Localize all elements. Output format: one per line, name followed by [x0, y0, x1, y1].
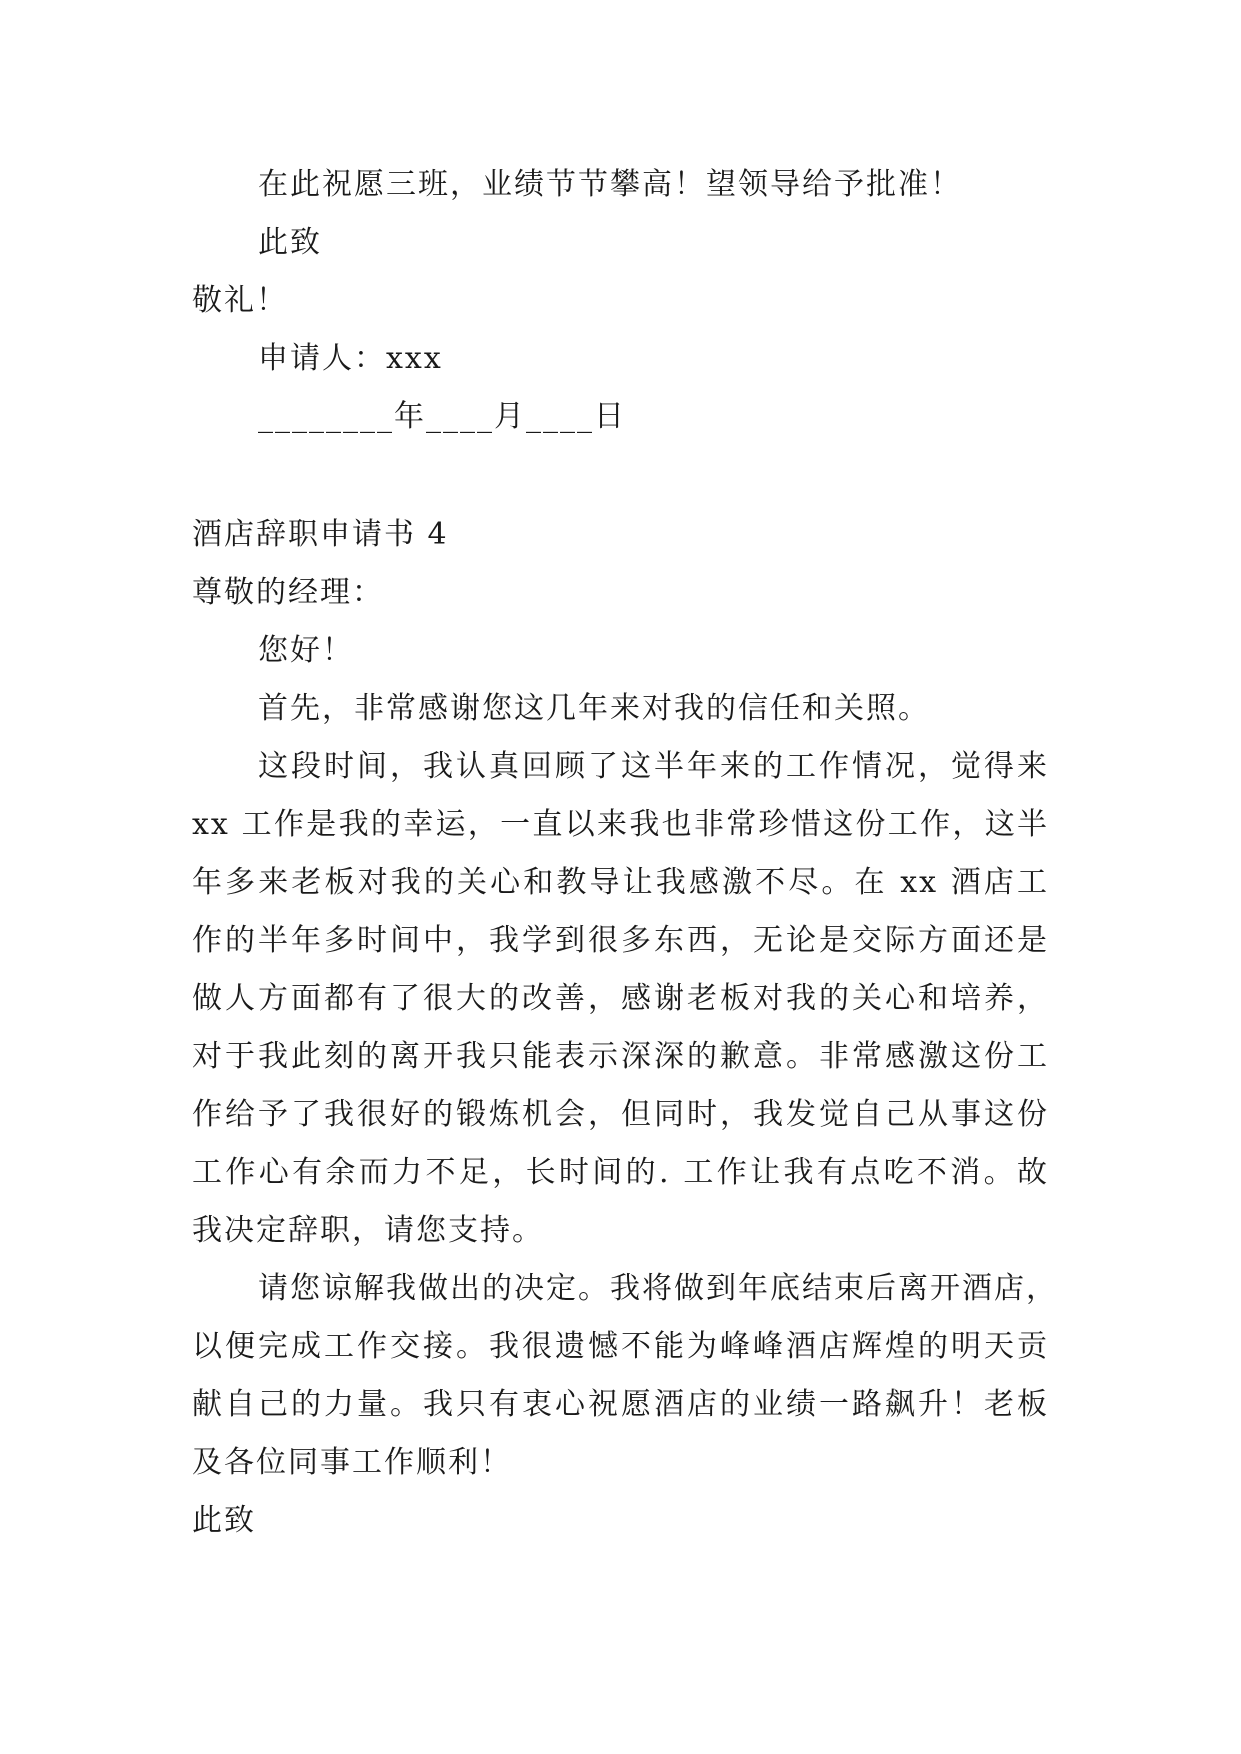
- closing-wish: 在此祝愿三班，业绩节节攀高！望领导给予批准！: [258, 167, 962, 202]
- addressee: 尊敬的经理：: [192, 575, 384, 610]
- date-line: ________年____月____日: [258, 399, 626, 434]
- closing-salutation: 此致: [258, 225, 322, 260]
- paragraph-reason-line: 作给予了我很好的锻炼机会，但同时，我发觉自己从事这份: [192, 1097, 1049, 1132]
- paragraph-handover-line: 请您谅解我做出的决定。我将做到年底结束后离开酒店，: [258, 1271, 1058, 1306]
- applicant-line: 申请人：xxx: [258, 341, 443, 376]
- paragraph-handover-line: 及各位同事工作顺利！: [192, 1445, 512, 1480]
- paragraph-reason-line: 这段时间，我认真回顾了这半年来的工作情况，觉得来: [258, 749, 1049, 784]
- paragraph-reason-line: 做人方面都有了很大的改善，感谢老板对我的关心和培养，: [192, 981, 1049, 1016]
- paragraph-handover-line: 献自己的力量。我只有衷心祝愿酒店的业绩一路飙升！老板: [192, 1387, 1049, 1422]
- paragraph-reason-line: 我决定辞职，请您支持。: [192, 1213, 544, 1248]
- paragraph-handover-line: 以便完成工作交接。我很遗憾不能为峰峰酒店辉煌的明天贡: [192, 1329, 1049, 1364]
- paragraph-reason-line: 作的半年多时间中，我学到很多东西，无论是交际方面还是: [192, 923, 1049, 958]
- paragraph-reason-line: 对于我此刻的离开我只能表示深深的歉意。非常感激这份工: [192, 1039, 1049, 1074]
- paragraph-thanks: 首先，非常感谢您这几年来对我的信任和关照。: [258, 691, 930, 726]
- greeting: 您好！: [258, 633, 354, 668]
- paragraph-reason-line: xx 工作是我的幸运，一直以来我也非常珍惜这份工作，这半: [192, 807, 1049, 842]
- section-title: 酒店辞职申请书 4: [192, 517, 449, 552]
- final-salutation: 此致: [192, 1503, 256, 1538]
- paragraph-reason-line: 工作心有余而力不足，长时间的. 工作让我有点吃不消。故: [192, 1155, 1049, 1190]
- closing-regards: 敬礼！: [192, 283, 288, 318]
- paragraph-reason-line: 年多来老板对我的关心和教导让我感激不尽。在 xx 酒店工: [192, 865, 1049, 900]
